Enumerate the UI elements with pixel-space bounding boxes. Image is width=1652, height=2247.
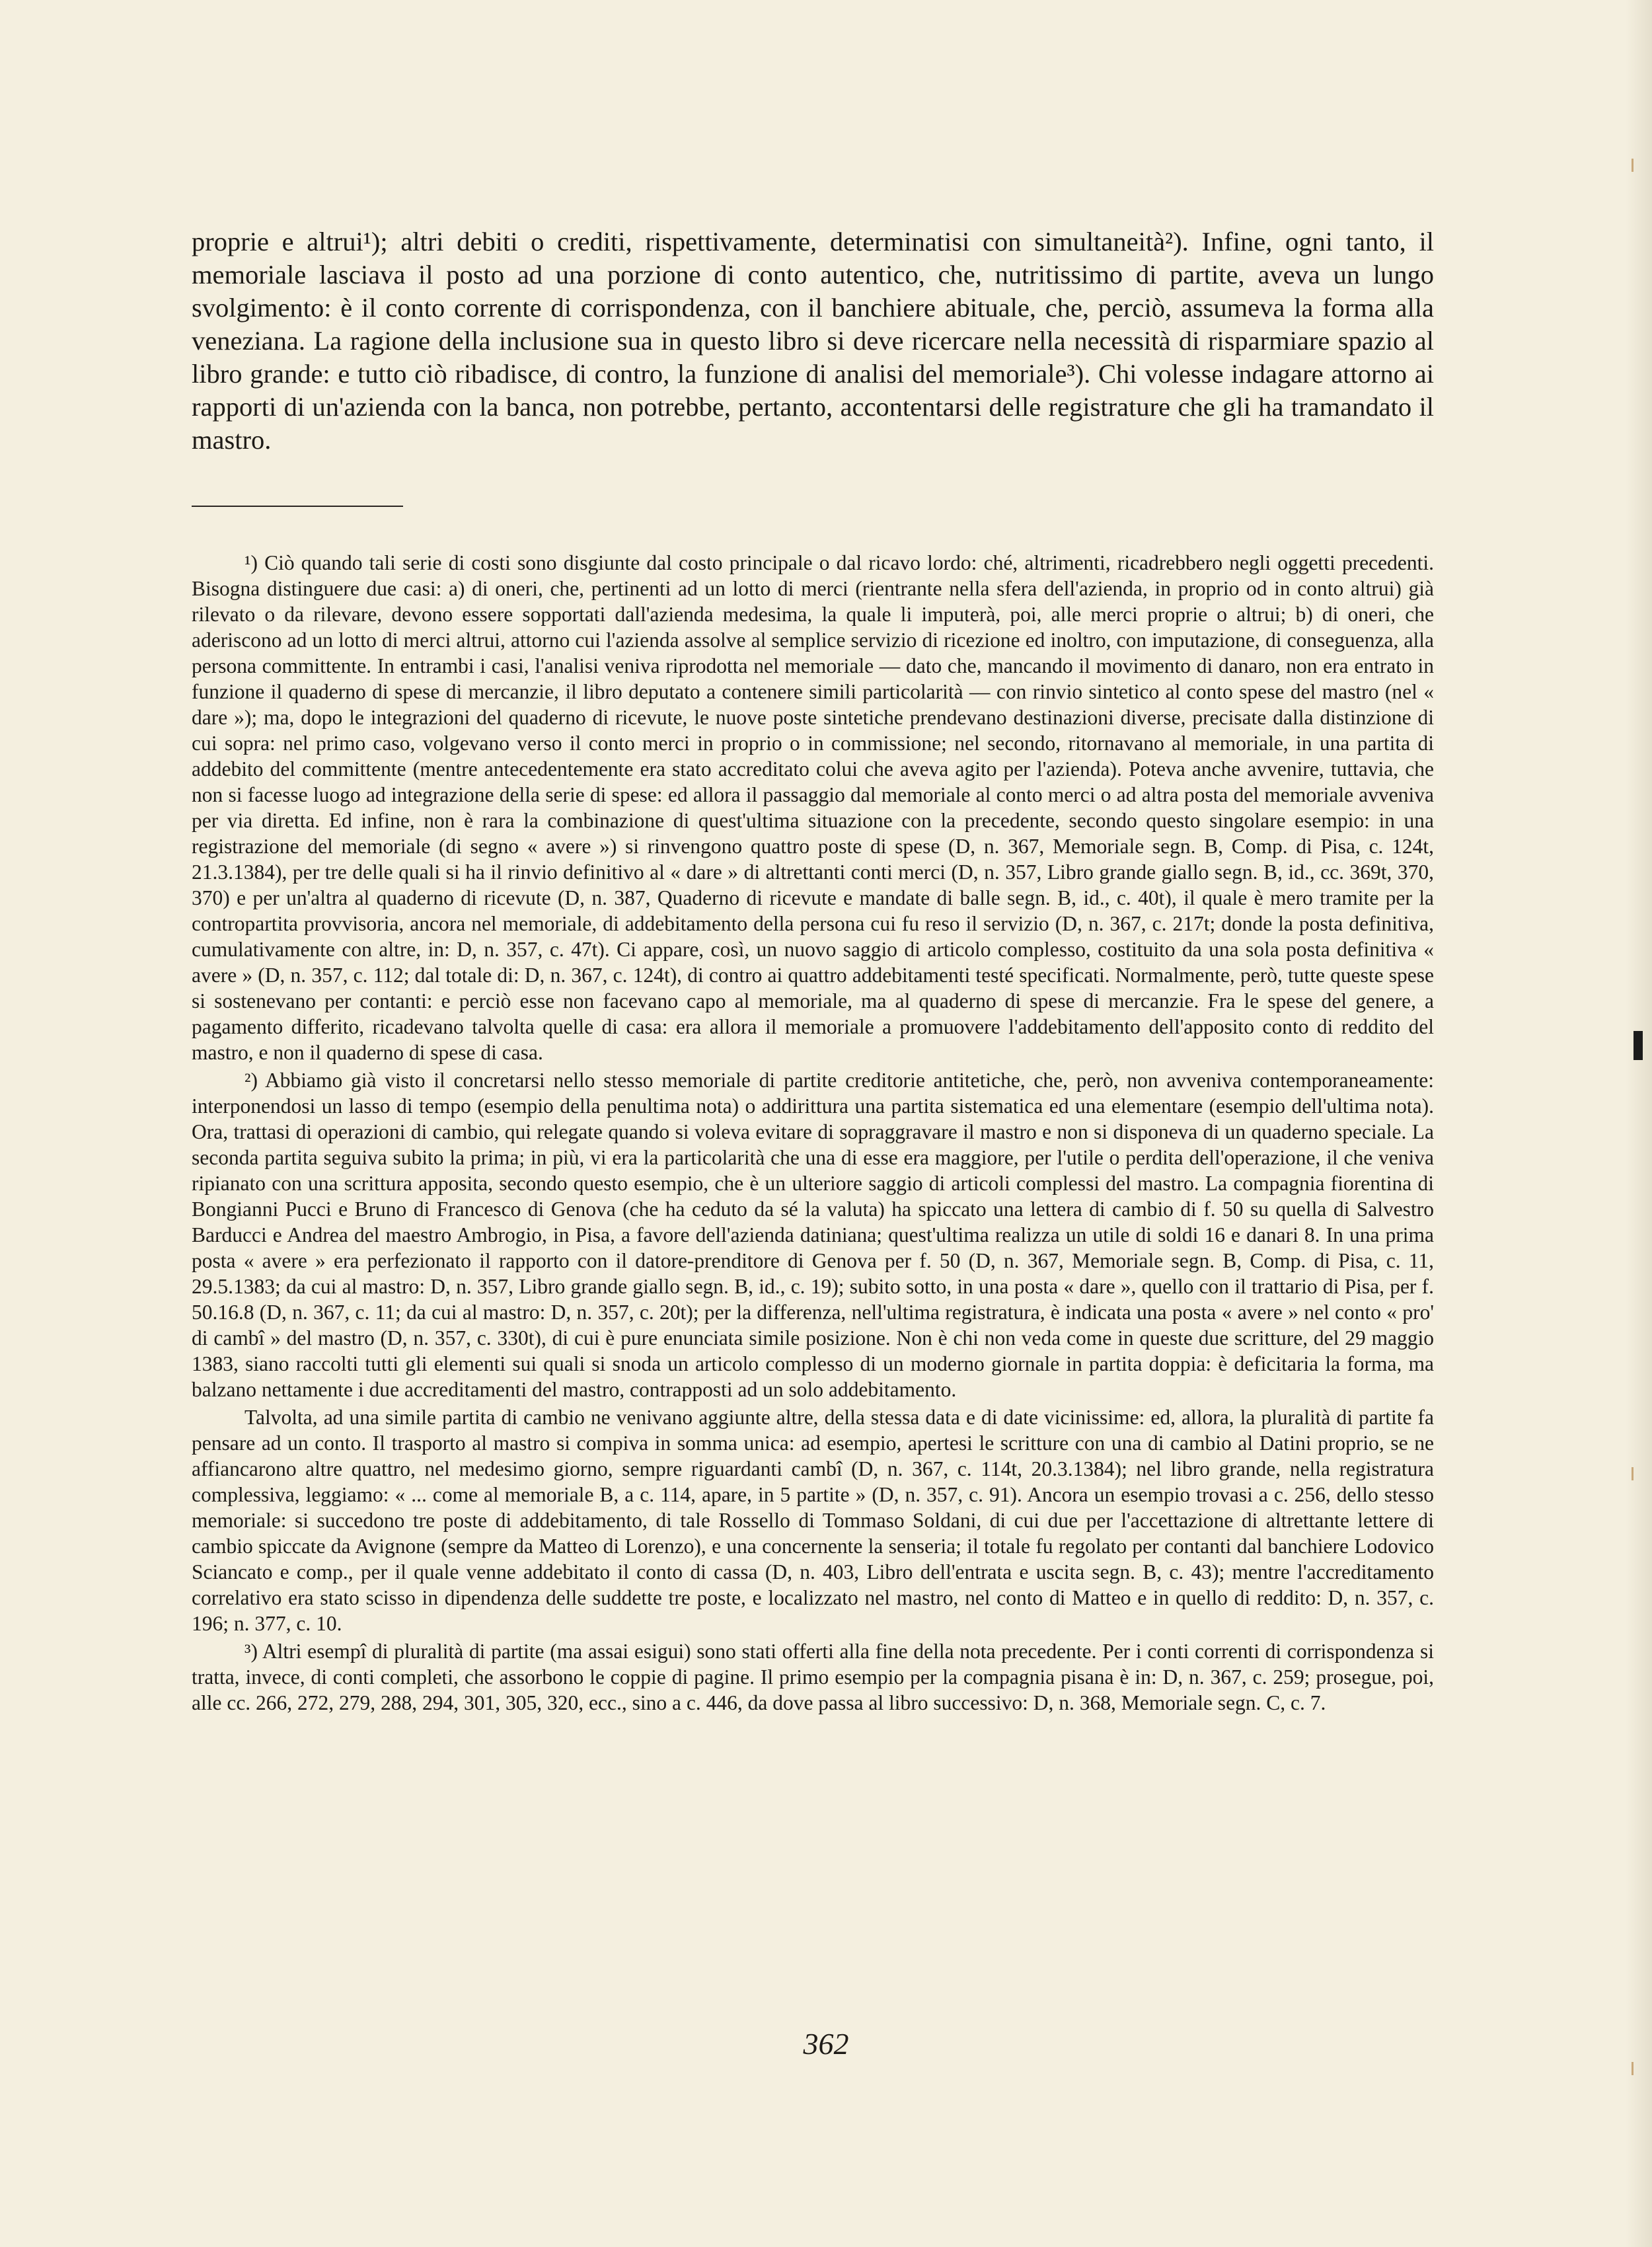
footnote-2: ²) Abbiamo già visto il concretarsi nello stesso memoriale di partite creditorie antitetiche, che, però, non avveniva contemporaneamente: interponendosi un lasso di tempo (esempio della penultima nota) o addirittura una partita sistematica ed una elementare (esempio dell'ultima nota). Ora, trattasi di operazioni di cambio, qui relegate quando si voleva evitare di sopraggravare il mastro e non si disponeva di un quaderno speciale. La seconda partita seguiva subito la prima; in più, vi era la particolarità che una di esse era maggiore, per l'utile o perdita dell'operazione, il che veniva ripianato con una scrittura apposita, secondo questo esempio, che è un ulteriore saggio di articoli complessi del mastro. La compagnia fiorentina di Bongianni Pucci e Bruno di Francesco di Genova (che ha ceduto da sé la valuta) ha spiccato una lettera di cambio di f. 50 su quella di Salvestro Barducci e Andrea del maestro Ambrogio, in Pisa, a favore dell'azienda datiniana; quest'ultima realizza un utile di soldi 16 e danari 8. In una prima posta « avere » era perfezionato il rapporto con il datore-prenditore di Genova per f. 50 (D, n. 367, Memoriale segn. B, Comp. di Pisa, c. 11, 29.5.1383; da cui al mastro: D, n. 357, Libro grande giallo segn. B, id., c. 19); subito sotto, in una posta « dare », quello con il trattario di Pisa, per f. 50.16.8 (D, n. 367, c. 11; da cui al mastro: D, n. 357, c. 20t); per la differenza, nell'ultima registratura, è indicata una posta « avere » nel conto « pro' di cambî » del mastro (D, n. 357, c. 330t), di cui è pure enunciata simile posizione. Non è chi non veda come in queste due scritture, del 29 maggio 1383, siano raccolti tutti gli elementi sui quali si snoda un articolo complesso di un moderno giornale in partita doppia: è deficitaria la forma, ma balzano nettamente i due accreditamenti del mastro, contrapposti ad un solo addebitamento. xyxy=(192,1069,1434,1401)
footnotes xyxy=(192,550,1434,1718)
footnote-2-continuation: Talvolta, ad una simile partita di cambio ne venivano aggiunte altre, della stessa data e di date vicinissime: ed, allora, la pluralità di partite fa pensare ad un conto. Il trasporto al mastro si compiva in somma unica: ad esempio, apertesi le scritture con una di cambio al Datini proprio, se ne affiancarono altre quattro, nel medesimo giorno, sempre riguardanti cambî (D, n. 367, c. 114t, 20.3.1384); nel libro grande, nella registratura complessiva, leggiamo: « ... come al memoriale B, a c. 114, apare, in 5 partite » (D, n. 357, c. 91). Ancora un esempio trovasi a c. 256, dello stesso memoriale: si succedono tre poste di addebitamento, di tale Rossello di Tommaso Soldani, di cui due per l'accettazione di altrettante lettere di cambio spiccate da Avignone (sempre da Matteo di Lorenzo), e una concernente la senseria; il totale fu regolato per contanti dal banchiere Lodovico Sciancato e comp., per il quale venne addebitato il conto di cassa (D, n. 403, Libro dell'entrata e uscita segn. B, c. 43); mentre l'accreditamento correlativo era stato scisso in dipendenza delle suddette tre poste, e localizzato nel mastro, nel conto di Matteo e in quello di reddito: D, n. 357, c. 196; n. 377, c. 10. xyxy=(192,1406,1434,1635)
footnote-3: ³) Altri esempî di pluralità di partite (ma assai esigui) sono stati offerti alla fine della nota precedente. Per i conti correnti di corrispondenza si tratta, invece, di conti completi, che assorbono le coppie di pagine. Il primo esempio per la compagnia pisana è in: D, n. 367, c. 259; prosegue, poi, alle cc. 266, 272, 279, 288, 294, 301, 305, 320, ecc., sino a c. 446, da dove passa al libro successivo: D, n. 368, Memoriale segn. C, c. 7. xyxy=(192,1640,1434,1714)
main-body-paragraph: proprie e altrui¹); altri debiti o crediti, rispettivamente, determinatisi con simultaneità²). Infine, ogni tanto, il memoriale lasciava il posto ad una porzione di conto autentico, che, nutritissimo di partite, aveva un lungo svolgimento: è il conto corrente di corrispondenza, con il banchiere abituale, che, perciò, assumeva la forma alla veneziana. La ragione della inclusione sua in questo libro si deve ricercare nella necessità di risparmiare spazio al libro grande: e tutto ciò ribadisce, di contro, la funzione di analisi del memoriale³). Chi volesse indagare attorno ai rapporti di un'azienda con la banca, non potrebbe, pertanto, accontentarsi delle registrature che gli ha tramandato il mastro. xyxy=(192,226,1434,455)
footnote-1: ¹) Ciò quando tali serie di costi sono disgiunte dal costo principale o dal ricavo lordo: ché, altrimenti, ricadrebbero negli oggetti precedenti. Bisogna distinguere due casi: a) di oneri, che, pertinenti ad un lotto di merci (rientrante nella sfera dell'azienda, in proprio od in conto altrui) già rilevato o da rilevare, devono essere sopportati dall'azienda medesima, la quale li imputerà, poi, alle merci proprie o altrui; b) di oneri, che aderiscono ad un lotto di merci altrui, attorno cui l'azienda assolve al semplice servizio di ricezione ed inoltro, con imputazione, di conseguenza, alla persona committente. In entrambi i casi, l'analisi veniva riprodotta nel memoriale — dato che, mancando il movimento di danaro, non era entrato in funzione il quaderno di spese di mercanzie, il libro deputato a contenere simili particolarità — con rinvio sintetico al conto spese del mastro (nel « dare »); ma, dopo le integrazioni del quaderno di ricevute, le nuove poste sintetiche prendevano destinazioni diverse, precisate dalla distinzione di cui sopra: nel primo caso, volgevano verso il conto merci in proprio o in commissione; nel secondo, ritornavano al memoriale, in una partita di addebito del committente (mentre antecedentemente era stato accreditato colui che aveva agito per l'azienda). Poteva anche avvenire, tuttavia, che non si facesse luogo ad integrazione della serie di spese: ed allora il passaggio dal memoriale al conto merci o ad altra posta del memoriale avveniva per via diretta. Ed infine, non è rara la combinazione di quest'ultima situazione con la precedente, secondo questo singolare esempio: in una registrazione del memoriale (di segno « avere ») si rinvengono quattro poste di spese (D, n. 367, Memoriale segn. B, Comp. di Pisa, c. 124t, 21.3.1384), per tre delle quali si ha il rinvio definitivo al « dare » di altrettanti conti merci (D, n. 357, Libro grande giallo segn. B, id., cc. 369t, 370, 370) e per un'altra al quaderno di ricevute (D, n. 387, Quaderno di ricevute e mandate di balle segn. B, id., c. 40t), il quale è mero tramite per la contropartita provvisoria, ancora nel memoriale, di addebitamento della persona cui fu reso il servizio (D, n. 367, c. 217t; donde la posta definitiva, cumulativamente con altre, in: D, n. 357, c. 47t). Ci appare, così, un nuovo saggio di articolo complesso, costituito da una sola posta definitiva « avere » (D, n. 357, c. 112; dal totale di: D, n. 367, c. 124t), di contro ai quattro addebitamenti testé specificati. Normalmente, però, tutte queste spese si sostenevano per contanti: e perciò esse non facevano capo al memoriale, ma al quaderno di spese di mercanzie. Fra le spese del genere, a pagamento differito, ricadevano talvolta quelle di casa: era allora il memoriale a promuovere l'addebitamento dell'apposito conto di reddito del mastro, e non il quaderno di spese di casa. xyxy=(192,551,1434,1064)
edge-tick-2 xyxy=(1632,1467,1637,1480)
edge-tick-3 xyxy=(1632,2062,1637,2075)
page-edge-shadow xyxy=(1626,0,1652,2247)
page-number: 362 xyxy=(803,2027,849,2061)
edge-marker xyxy=(1633,1031,1643,1060)
footnote-separator xyxy=(192,506,403,507)
edge-tick-1 xyxy=(1632,159,1637,172)
